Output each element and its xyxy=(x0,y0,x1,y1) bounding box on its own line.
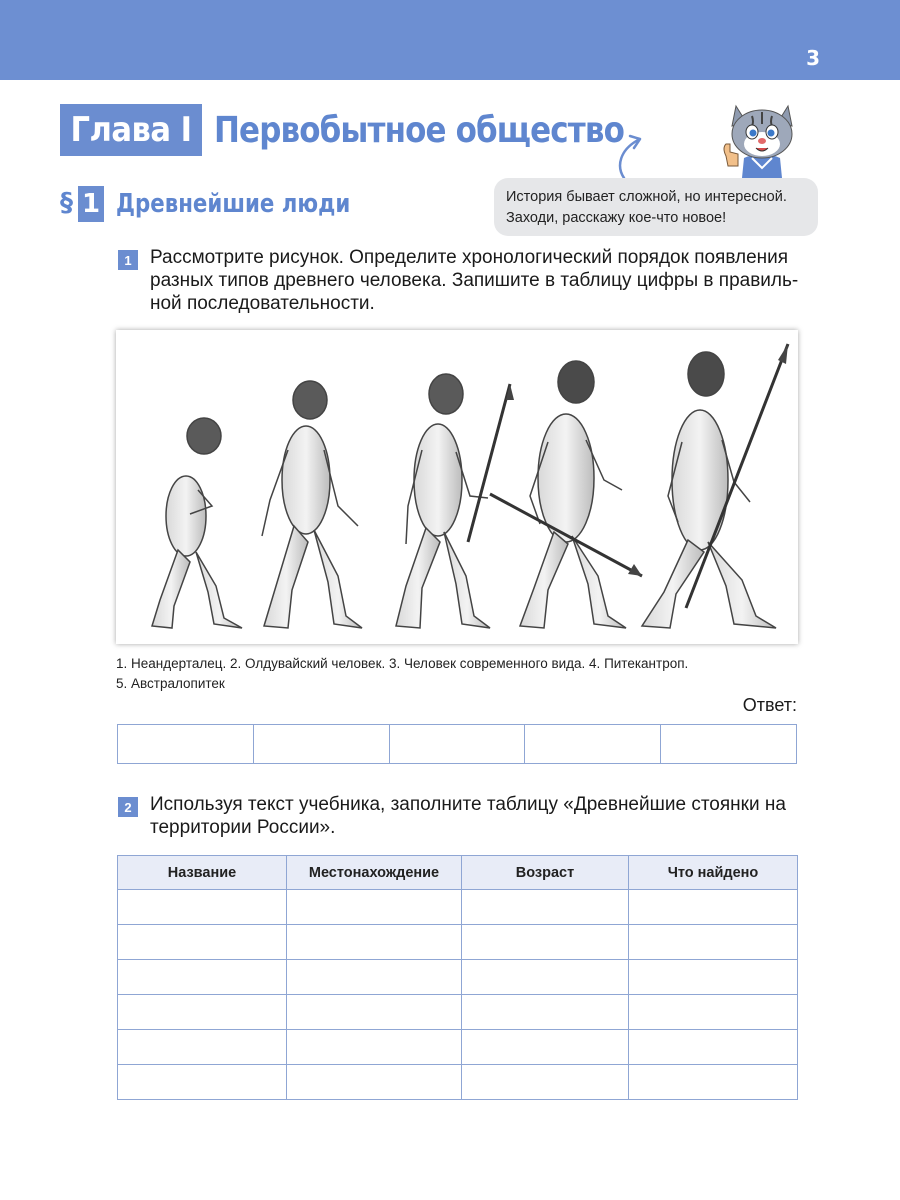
chapter-title: Первобытное общество xyxy=(214,109,625,151)
answer-cell[interactable] xyxy=(525,725,661,764)
task-line: ной последовательности. xyxy=(150,293,375,314)
table-cell[interactable] xyxy=(118,995,287,1030)
evolution-figures xyxy=(116,330,798,644)
answer-cell[interactable] xyxy=(118,725,254,764)
task-text xyxy=(150,793,786,839)
curved-arrow-icon xyxy=(612,130,652,182)
paragraph-number: 1 xyxy=(78,186,104,222)
speech-line: Заходи, расскажу кое-что новое! xyxy=(506,210,727,226)
mascot-speech-bubble xyxy=(494,178,818,236)
table-row xyxy=(118,1065,798,1100)
table-cell[interactable] xyxy=(118,1030,287,1065)
table-cell[interactable] xyxy=(287,960,462,995)
table-row xyxy=(118,1030,798,1065)
table-cell[interactable] xyxy=(462,925,629,960)
task-line: Используя текст учебника, заполните таблицу «Древнейшие стоянки на xyxy=(150,794,786,815)
table-row xyxy=(118,995,798,1030)
table-cell[interactable] xyxy=(118,890,287,925)
human-evolution-illustration xyxy=(116,330,798,644)
task-number: 1 xyxy=(118,250,138,270)
table-cell[interactable] xyxy=(287,1065,462,1100)
caption-line: 5. Австралопитек xyxy=(116,676,225,691)
table-header-row xyxy=(118,856,798,890)
answer-table xyxy=(117,724,797,764)
table-cell[interactable] xyxy=(629,925,798,960)
answer-cell[interactable] xyxy=(661,725,797,764)
top-color-bar xyxy=(0,0,900,80)
caption-line: 1. Неандерталец. 2. Олдувайский человек. 3. Человек современного вида. 4. Питекантроп. xyxy=(116,656,689,671)
task-line: территории России». xyxy=(150,817,336,838)
table-cell[interactable] xyxy=(287,995,462,1030)
table-cell[interactable] xyxy=(629,995,798,1030)
task-text xyxy=(150,246,798,315)
chapter-label: Глава I xyxy=(60,104,202,156)
table-cell[interactable] xyxy=(287,925,462,960)
table-cell[interactable] xyxy=(462,1030,629,1065)
table-row xyxy=(118,960,798,995)
task-line: разных типов древнего человека. Запишите в таблицу цифры в правиль- xyxy=(150,270,799,291)
answer-cell[interactable] xyxy=(253,725,389,764)
figure-caption xyxy=(116,654,688,694)
answer-cell[interactable] xyxy=(389,725,525,764)
paragraph-sign: § xyxy=(60,188,73,218)
table-row xyxy=(118,890,798,925)
task-number: 2 xyxy=(118,797,138,817)
column-header: Местонахождение xyxy=(287,856,462,890)
table-cell[interactable] xyxy=(629,1065,798,1100)
table-cell[interactable] xyxy=(287,890,462,925)
table-cell[interactable] xyxy=(629,890,798,925)
table-cell[interactable] xyxy=(462,890,629,925)
task-line: Рассмотрите рисунок. Определите хронологический порядок появления xyxy=(150,247,789,268)
paragraph-title: Древнейшие люди xyxy=(116,189,351,219)
table-cell[interactable] xyxy=(118,960,287,995)
answer-label: Ответ: xyxy=(742,695,797,715)
speech-line: История бывает сложной, но интересной. xyxy=(506,189,787,205)
column-header: Название xyxy=(118,856,287,890)
table-cell[interactable] xyxy=(118,1065,287,1100)
tiger-mascot-icon xyxy=(712,96,812,178)
table-cell[interactable] xyxy=(118,925,287,960)
page-number: 3 xyxy=(806,46,820,70)
ancient-sites-table xyxy=(117,855,798,1100)
column-header: Возраст xyxy=(462,856,629,890)
table-cell[interactable] xyxy=(462,995,629,1030)
column-header: Что найдено xyxy=(629,856,798,890)
table-cell[interactable] xyxy=(462,960,629,995)
table-cell[interactable] xyxy=(462,1065,629,1100)
table-cell[interactable] xyxy=(629,960,798,995)
table-cell[interactable] xyxy=(629,1030,798,1065)
table-row xyxy=(118,925,798,960)
table-cell[interactable] xyxy=(287,1030,462,1065)
